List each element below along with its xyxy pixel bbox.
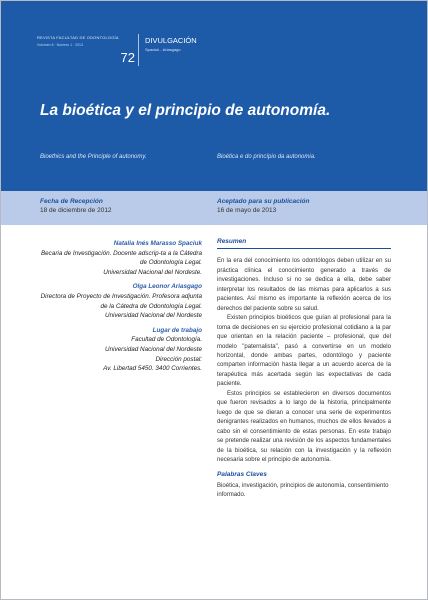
- article-title: La bioética y el principio de autonomía.: [40, 102, 331, 119]
- workplace-line: Facultad de Odontología.: [131, 336, 202, 344]
- abstract-paragraph: En la era del conocimiento los odontólogos deben utilizar en su práctica clínica el conocimiento generado a través de investigaciones. Incluso si no se dedica a ella, debe saber interpretar los resultados de las mismas para aplicarlos a sus pacientes. Así mismo es importante la reflexión acerca de los derechos del paciente sobre su salud.: [217, 258, 391, 312]
- received-label: Fecha de Recepción: [40, 198, 103, 205]
- abstract-rule: [217, 248, 391, 249]
- workplace-label: Lugar de trabajo: [152, 326, 202, 334]
- dates-band: [1, 191, 427, 225]
- issue-number: 72: [120, 50, 135, 65]
- workplace-line: Universidad Nacional del Nordeste: [105, 345, 202, 353]
- abstract-paragraph: Estos principios se establecieron en diversos documentos que fueron revisados a lo largo de la historia, principalmente luego de que se dieran a conocer una serie de experimentos denigrantes realizados en humanos, muchos de ellos llevados a cabo sin el consentimiento de estas personas. En este trabajo se pretende realizar una revisión de los aspectos fundamentales de la bioética, su relación con la investigación y la reflexión necesaria sobre el principio de autonomía.: [217, 390, 391, 463]
- author-entry: [37, 239, 202, 277]
- author-affiliation: Becaria de Investigación. Docente adscrip-ta a la Cátedra de Odontología Legal.: [40, 249, 202, 267]
- accepted-label: Aceptado para su publicación: [217, 198, 310, 205]
- journal-block: [37, 35, 135, 65]
- header-banner: [1, 1, 427, 191]
- workplace-line: Av. Libertad 5450. 3400 Corrientes.: [103, 365, 202, 373]
- author-affiliation: Directora de Proyecto de Investigación. Profesora adjunta de la Cátedra de Odontología Legal.: [40, 292, 202, 310]
- received-date: [40, 198, 112, 214]
- section-name: DIVULGACIÓN: [145, 36, 197, 45]
- author-name: Natalia Inés Marasso Spaciuk: [113, 240, 202, 247]
- author-entry: [37, 282, 202, 320]
- accepted-value: 16 de mayo de 2013: [217, 207, 277, 214]
- abstract-column: [217, 237, 391, 501]
- section-authors: Spaciuk - Ariasgago: [145, 47, 181, 52]
- header-divider: [138, 34, 139, 66]
- portuguese-title: Bioética e do princípio da autonomia.: [217, 154, 316, 160]
- abstract-heading: Resumen: [217, 238, 247, 245]
- keywords-heading: Palabras Claves: [217, 471, 267, 479]
- workplace-entry: [37, 326, 202, 374]
- workplace-line: Dirección postal:: [155, 355, 202, 363]
- author-university: Universidad Nacional del Nordeste.: [103, 268, 202, 276]
- author-university: Universidad Nacional del Nordeste: [105, 312, 202, 320]
- authors-column: [37, 239, 202, 379]
- author-name: Olga Leonor Ariasgago: [132, 283, 202, 291]
- received-value: 18 de diciembre de 2012: [40, 207, 112, 214]
- english-title: Bioethics and the Principle of autonomy.: [40, 154, 147, 160]
- journal-meta: Volumen 6 · Número 1 · 2013: [37, 43, 83, 47]
- accepted-date: [217, 198, 309, 214]
- abstract-paragraph: Existen principios bioéticos que guían al profesional para la toma de decisiones en su ejercicio profesional cotidiano a la par que orientan en la relación paciente – profesional, que del modelo "paternalista", pasó a convertirse en un modelo horizontal, donde ambas partes, odontólogo y paciente comparten información hasta llegar a un acuerdo acerca de la terapéutica más acertada según las expectativas de cada paciente.: [217, 315, 391, 388]
- journal-name: REVISTA FACULTAD DE ODONTOLOGÍA: [37, 35, 119, 40]
- section-block: [145, 36, 197, 52]
- keywords-text: Bioética, investigación, principios de autonomía, consentimiento informado.: [217, 482, 389, 499]
